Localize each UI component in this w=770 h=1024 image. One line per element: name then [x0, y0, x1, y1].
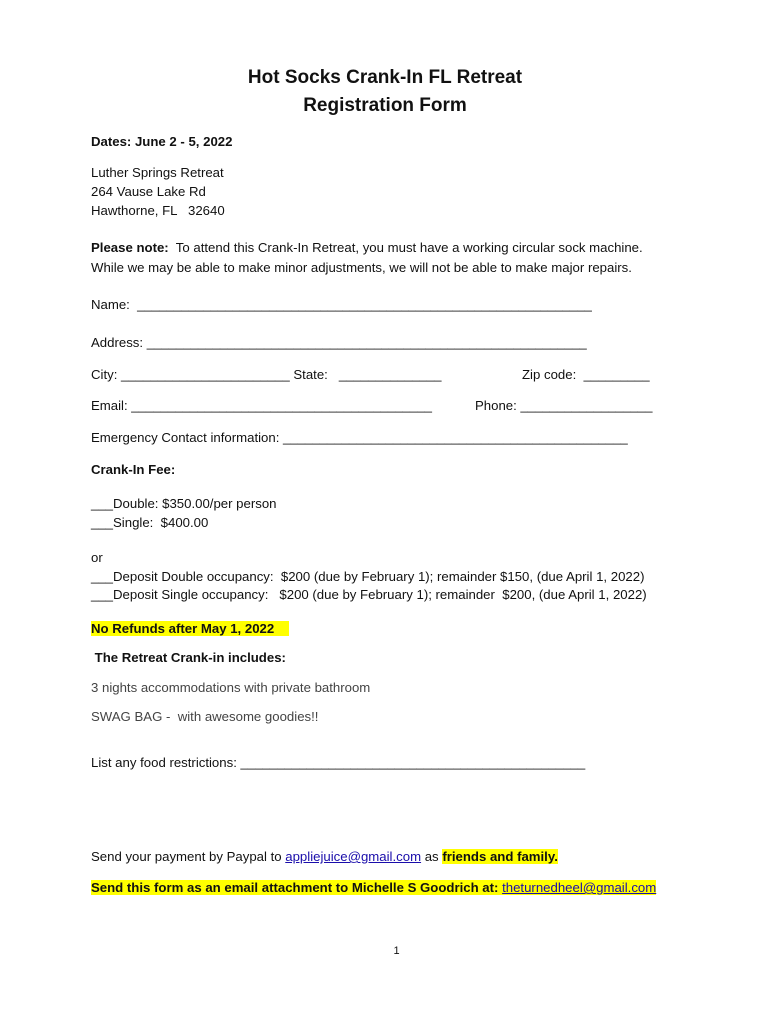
- payment-mid: as: [421, 849, 443, 864]
- goodrich-email-link[interactable]: theturnedheel@gmail.com: [502, 880, 657, 895]
- payment-instructions: [91, 850, 558, 863]
- includes-item-swag-bag: SWAG BAG - with awesome goodies!!: [91, 709, 319, 724]
- venue-name: Luther Springs Retreat: [91, 165, 224, 180]
- note-label: Please note:: [91, 240, 169, 255]
- note-text-1: To attend this Crank-In Retreat, you must have a working circular sock machine.: [168, 240, 643, 255]
- page-subtitle: Registration Form: [303, 95, 467, 116]
- venue-street: 264 Vause Lake Rd: [91, 184, 206, 199]
- event-dates: Dates: June 2 - 5, 2022: [91, 134, 233, 149]
- note-line-2: While we may be able to make minor adjustments, we will not be able to make major repairs.: [91, 260, 632, 275]
- name-field[interactable]: Name: ______________________________________________________________: [91, 297, 592, 312]
- page-title: Hot Socks Crank-In FL Retreat: [247, 67, 523, 88]
- page-number: 1: [393, 945, 400, 957]
- phone-field[interactable]: Phone: __________________: [475, 398, 653, 413]
- payment-prefix: Send your payment by Paypal to: [91, 849, 286, 864]
- emergency-contact-field[interactable]: Emergency Contact information: _______________________________________________: [91, 430, 628, 445]
- venue-city: Hawthorne, FL 32640: [91, 203, 225, 218]
- deposit-single-option[interactable]: ___Deposit Single occupancy: $200 (due by February 1); remainder $200, (due April 1, 2022): [91, 587, 647, 602]
- no-refunds-notice: No Refunds after May 1, 2022: [91, 621, 289, 636]
- includes-item-accommodations: 3 nights accommodations with private bathroom: [91, 680, 371, 695]
- fee-or: or: [91, 550, 103, 565]
- note-line-1: [91, 241, 643, 254]
- deposit-double-option[interactable]: ___Deposit Double occupancy: $200 (due by February 1); remainder $150, (due April 1, 2022): [91, 569, 645, 584]
- fee-double-option[interactable]: ___Double: $350.00/per person: [91, 496, 277, 511]
- address-field[interactable]: Address: ____________________________________________________________: [91, 335, 587, 350]
- payment-friends-family: friends and family.: [442, 849, 558, 864]
- city-state-field[interactable]: City: _______________________ State: ______________: [91, 367, 442, 382]
- zip-field[interactable]: Zip code: _________: [522, 367, 650, 382]
- send-form-instructions: [91, 880, 656, 895]
- food-restrictions-field[interactable]: List any food restrictions: _______________________________________________: [91, 755, 586, 770]
- email-field[interactable]: Email: _________________________________________: [91, 398, 433, 413]
- includes-heading: The Retreat Crank-in includes:: [91, 650, 286, 665]
- send-form-text: Send this form as an email attachment to Michelle S Goodrich at:: [91, 880, 503, 895]
- paypal-email-link[interactable]: appliejuice@gmail.com: [285, 849, 422, 864]
- fee-heading: Crank-In Fee:: [91, 462, 176, 477]
- fee-single-option[interactable]: ___Single: $400.00: [91, 515, 209, 530]
